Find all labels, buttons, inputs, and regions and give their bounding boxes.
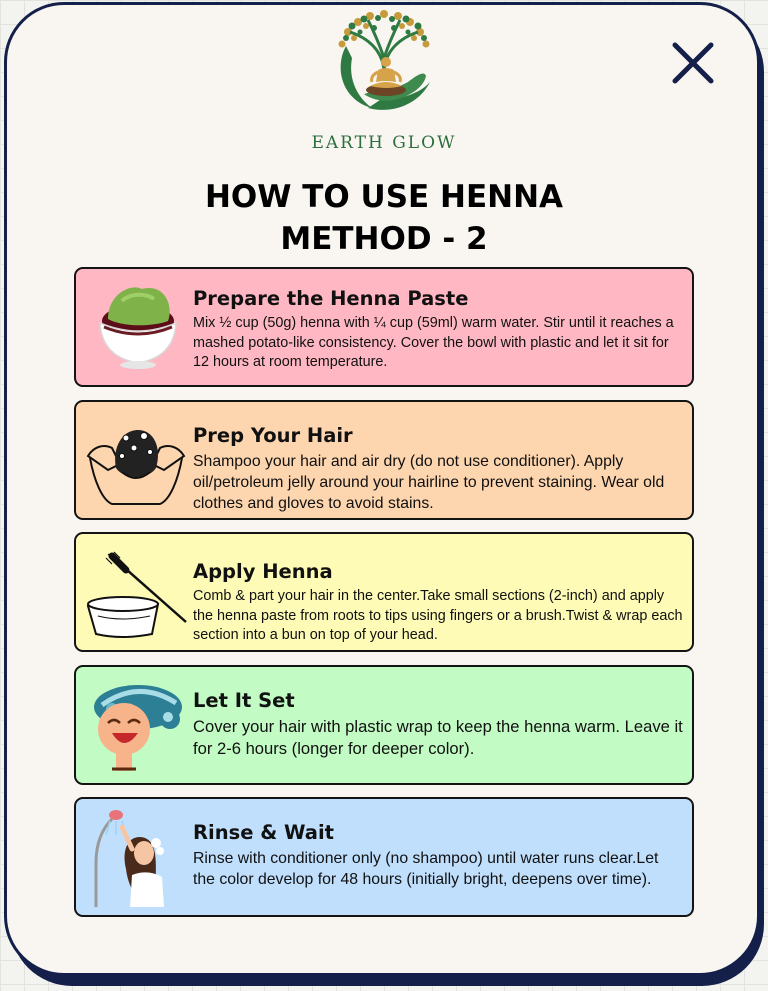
step-text: Comb & part your hair in the center.Take small sections (2-inch) and apply the henna paste from roots to tips using fingers or a brush.Twist & wrap each section into a bun on top of your head. <box>193 588 683 643</box>
henna-bowl-icon <box>82 275 190 377</box>
title-line-2: METHOD - 2 <box>280 221 488 257</box>
page-title <box>0 176 768 260</box>
step-title: Prepare the Henna Paste <box>193 287 469 310</box>
step-rinse-wait <box>74 797 694 917</box>
step-prepare-paste <box>74 267 694 387</box>
earth-glow-logo <box>328 10 440 114</box>
step-let-it-set <box>74 665 694 785</box>
wrapped-hair-icon <box>82 673 190 775</box>
washing-hair-icon <box>82 408 190 510</box>
step-text: Rinse with conditioner only (no shampoo) until water runs clear.Let the color develop for 48 hours (initially bright, deepens over time). <box>193 850 659 888</box>
brand-name: EARTH GLOW <box>311 133 457 153</box>
step-title: Prep Your Hair <box>193 424 353 447</box>
step-prep-hair <box>74 400 694 520</box>
step-title: Let It Set <box>193 689 295 712</box>
step-text: Cover your hair with plastic wrap to keep the henna warm. Leave it for 2-6 hours (longer for deeper color). <box>193 717 683 758</box>
brush-bowl-icon <box>82 540 190 642</box>
title-line-1: HOW TO USE HENNA <box>204 179 564 215</box>
step-text: Mix ½ cup (50g) henna with ¼ cup (59ml) warm water. Stir until it reaches a mashed potato-like consistency. Cover the bowl with plastic and let it sit for 12 hours at room temperature. <box>193 315 674 370</box>
step-text: Shampoo your hair and air dry (do not use conditioner). Apply oil/petroleum jelly around your hairline to prevent staining. Wear old clothes and gloves to avoid stains. <box>193 453 665 512</box>
shower-rinse-icon <box>82 805 190 907</box>
step-apply-henna <box>74 532 694 652</box>
step-title: Apply Henna <box>193 560 333 583</box>
step-title: Rinse & Wait <box>193 821 334 844</box>
close-icon[interactable] <box>668 38 718 88</box>
